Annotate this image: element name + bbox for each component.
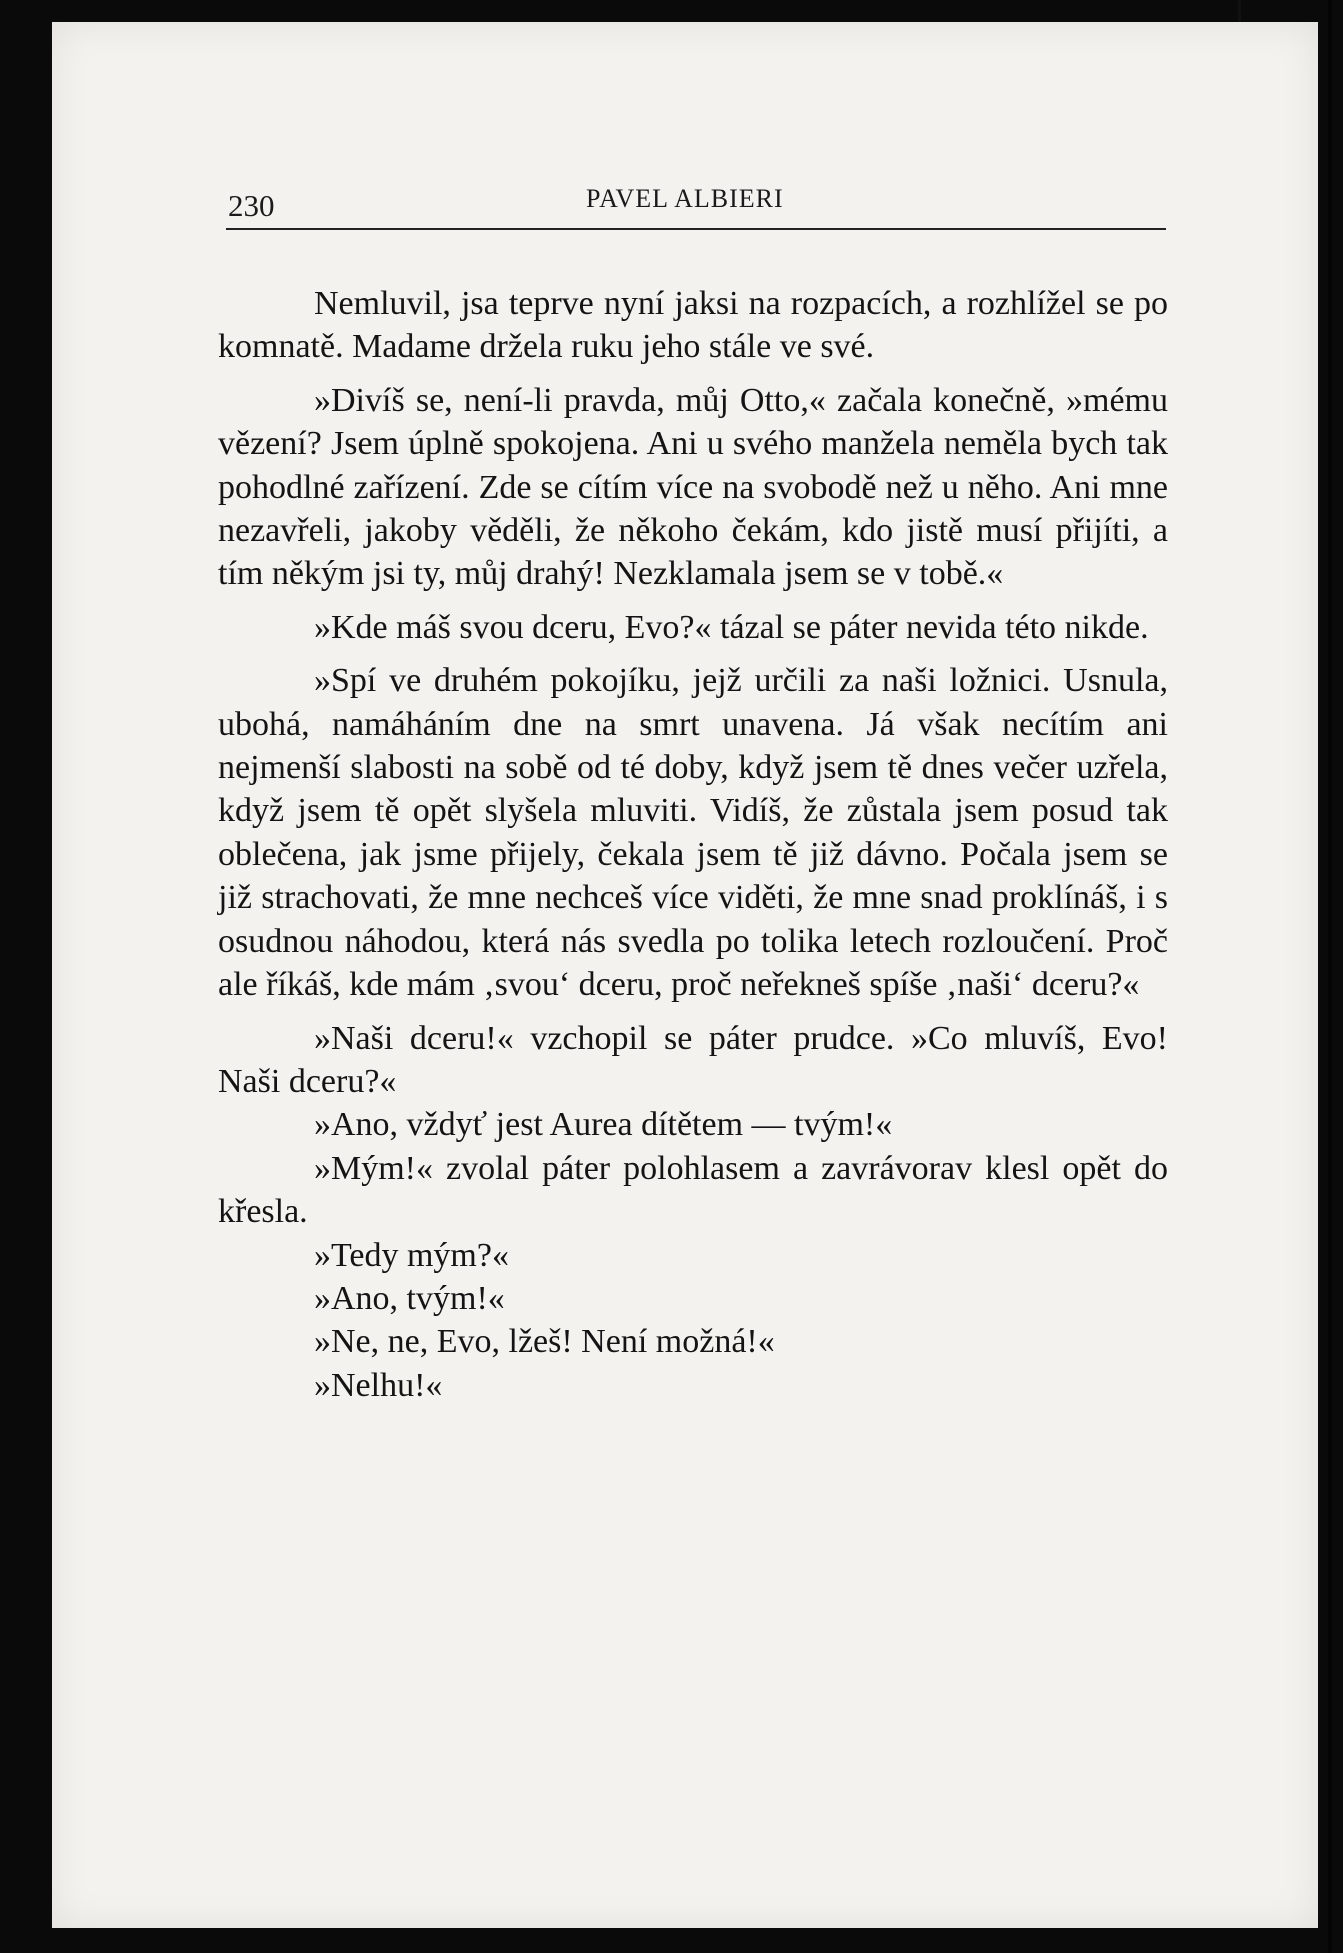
scan-edge-mark-right [1328, 0, 1332, 1953]
paragraph-10: »Ne, ne, Evo, lžeš! Není možná!« [314, 1323, 775, 1361]
paragraph-2: »Divíš se, není-li pravda, můj Otto,« začala konečně, »mému vězení? Jsem úplně spokojena. Ani u svého manžela neměla bych tak pohodlné zařízení. Zde se cítím více na svobodě než u něho. Ani mne nezavřeli, jakoby věděli, že někoho čekám, kdo jistě musí přijíti, a tím někým jsi ty, můj drahý! Nezklamala jsem se v tobě.« [218, 381, 1168, 593]
paragraph-7: »Mým!« zvolal páter polohlasem a zavrávorav klesl opět do křesla. [218, 1149, 1168, 1231]
header-rule [226, 228, 1166, 230]
paragraph-11: »Nelhu!« [314, 1366, 443, 1404]
paragraph-1: Nemluvil, jsa teprve nyní jaksi na rozpacích, a rozhlížel se po komnatě. Madame držela ruku jeho stále ve své. [218, 285, 1168, 366]
paragraph-5: »Naši dceru!« vzchopil se páter prudce. »Co mluvíš, Evo! Naši dceru?« [218, 1019, 1168, 1100]
body-text [218, 282, 1168, 1407]
page-header [176, 170, 1166, 230]
paragraph-8: »Tedy mým?« [314, 1236, 509, 1274]
paragraph-9: »Ano, tvým!« [314, 1279, 505, 1317]
paragraph-6: »Ano, vždyť jest Aurea dítětem — tvým!« [314, 1106, 893, 1144]
page-number: 230 [228, 188, 275, 223]
paragraph-4: »Spí ve druhém pokojíku, jejž určili za naši ložnici. Usnula, ubohá, namáháním dne na smrt unavena. Já však necítím ani nejmenší slabosti na sobě od té doby, když jsem tě dnes večer uzřela, když jsem tě opět slyšela mluviti. Vidíš, že zůstala jsem posud tak oblečena, jak jsme přijely, čekala jsem tě již dávno. Počala jsem se již strachovati, že mne nechceš více viděti, že mne snad proklínáš, i s osudnou náhodou, která nás svedla po tolika letech rozloučení. Proč ale říkáš, kde mám ‚svou‘ dceru, proč neřekneš spíše ‚naši‘ dceru?« [218, 662, 1168, 1004]
running-title: PAVEL ALBIERI [586, 184, 784, 213]
paragraph-3: »Kde máš svou dceru, Evo?« tázal se páter nevida této nikde. [314, 608, 1149, 646]
